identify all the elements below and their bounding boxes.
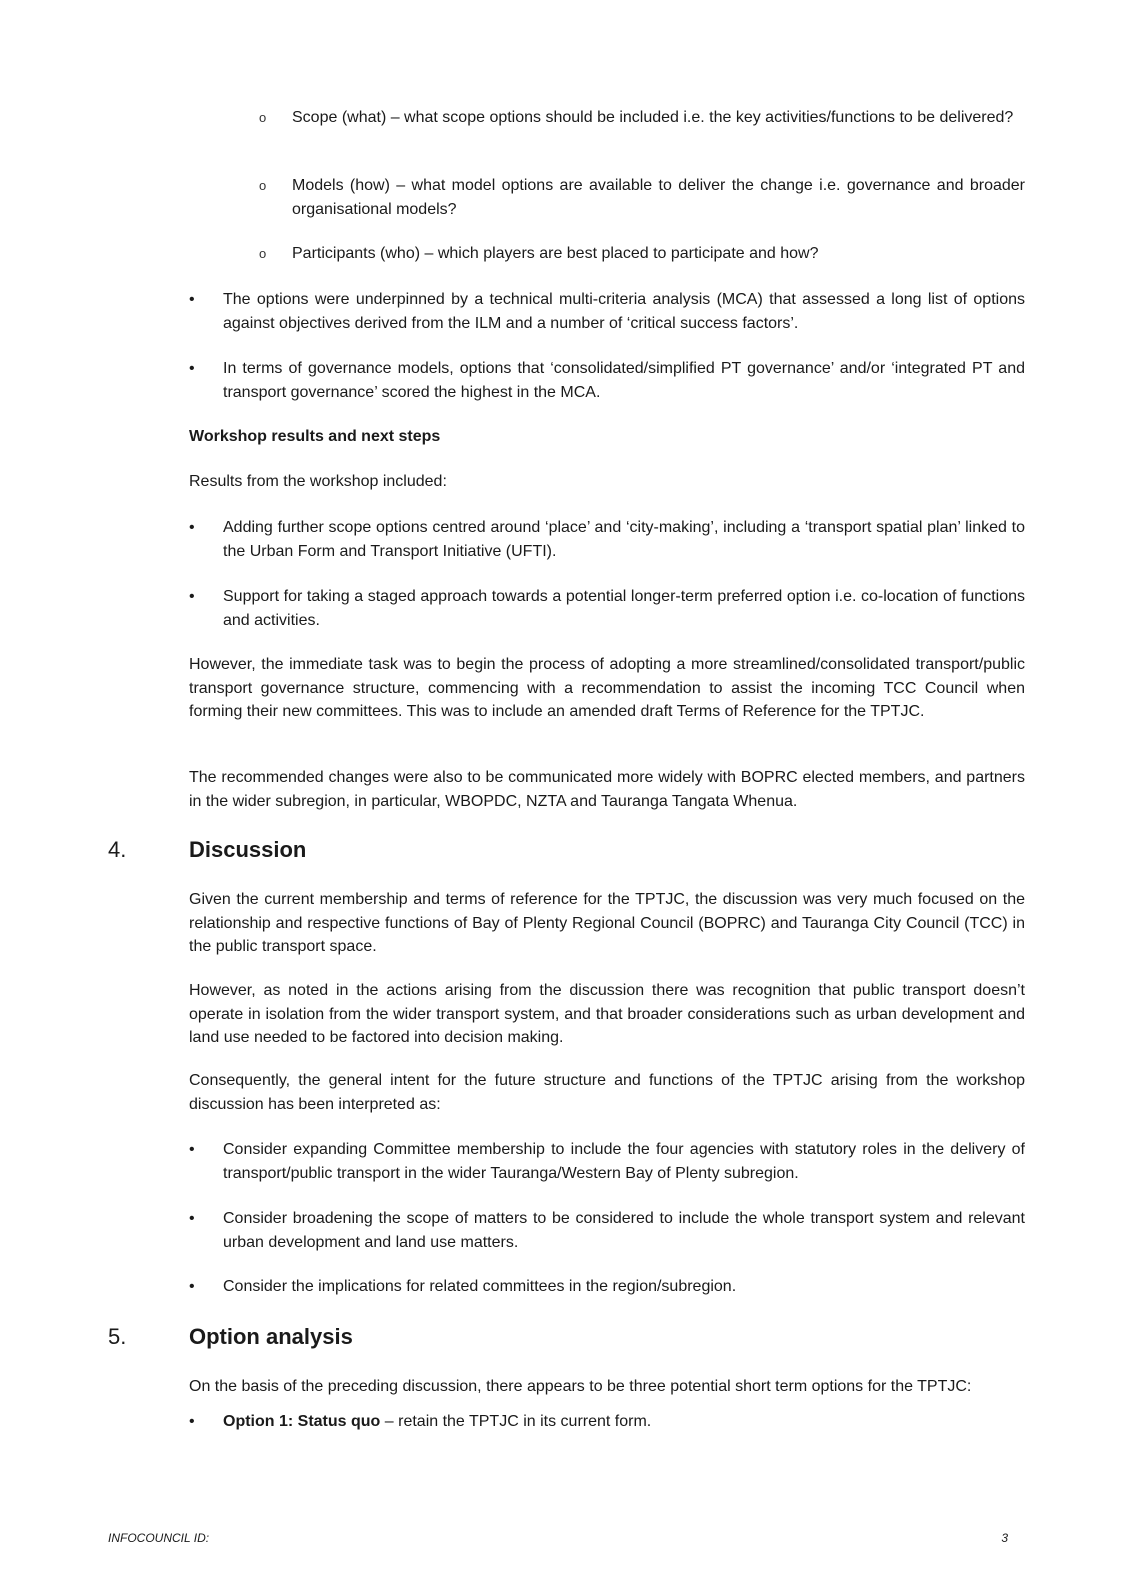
paragraph: However, as noted in the actions arising from the discussion there was recognition that public transport doesn’t operate in isolation from the wider transport system, and that broader considerations such as urban development and land use needed to be factored into decision making. xyxy=(189,982,1025,1046)
bullet-icon: • xyxy=(189,1141,195,1158)
bullet-item xyxy=(189,357,1025,404)
discussion-paragraph xyxy=(189,888,1025,959)
paragraph: On the basis of the preceding discussion, there appears to be three potential short term options for the TPTJC: xyxy=(189,1378,972,1395)
paragraph: The recommended changes were also to be communicated more widely with BOPRC elected members, and partners in the wider subregion, in particular, WBOPDC, NZTA and Tauranga Tangata Whenua. xyxy=(189,769,1025,810)
bullet-icon: • xyxy=(189,1210,195,1227)
bullet-icon: • xyxy=(189,1413,195,1430)
circle-bullet-icon: o xyxy=(259,246,267,261)
bullet-icon: • xyxy=(189,519,195,536)
bullet-item xyxy=(189,288,1025,335)
bullet-text xyxy=(223,1410,1025,1434)
discussion-paragraph xyxy=(189,979,1025,1050)
bullet-item xyxy=(189,1207,1025,1254)
bullet-text: Adding further scope options centred around ‘place’ and ‘city-making’, including a ‘transport spatial plan’ linked to the Urban Form and Transport Initiative (UFTI). xyxy=(223,519,1025,560)
bullet-item xyxy=(189,516,1025,563)
bullet-item xyxy=(189,585,1025,632)
bullet-icon: • xyxy=(189,291,195,308)
option-label: Option 1: Status quo xyxy=(223,1413,381,1430)
workshop-heading: Workshop results and next steps xyxy=(189,428,441,445)
workshop-paragraph xyxy=(189,766,1025,813)
paragraph: However, the immediate task was to begin the process of adopting a more streamlined/consolidated transport/public transport governance structure, commencing with a recommendation to assist the incoming TCC Council when forming their new committees. This was to include an amended draft Terms of Reference for the TPTJC. xyxy=(189,656,1025,720)
page-number: 3 xyxy=(1001,1531,1008,1545)
paragraph: Results from the workshop included: xyxy=(189,473,447,490)
bullet-text: Consider expanding Committee membership to include the four agencies with statutory roles in the delivery of transport/public transport in the wider Tauranga/Western Bay of Plenty subregion. xyxy=(223,1141,1025,1182)
section-number: 5. xyxy=(108,1324,127,1349)
sub-list-item xyxy=(259,174,1025,221)
sub-item-text: Models (how) – what model options are available to deliver the change i.e. governance and broader organisational models? xyxy=(292,177,1025,218)
bullet-icon: • xyxy=(189,360,195,377)
circle-bullet-icon: o xyxy=(259,178,267,193)
section-title: Discussion xyxy=(189,837,307,862)
bullet-text: Support for taking a staged approach towards a potential longer-term preferred option i.e. co-location of functions and activities. xyxy=(223,588,1025,629)
section-number: 4. xyxy=(108,837,127,862)
option-analysis-paragraph xyxy=(189,1375,1025,1399)
sub-list-item xyxy=(259,106,1025,130)
sub-item-text: Scope (what) – what scope options should be included i.e. the key activities/functions to be delivered? xyxy=(292,109,1014,126)
bullet-item xyxy=(189,1275,1025,1299)
circle-bullet-icon: o xyxy=(259,110,267,125)
bullet-icon: • xyxy=(189,588,195,605)
sub-list-item xyxy=(259,242,1025,266)
bullet-text: Consider the implications for related committees in the region/subregion. xyxy=(223,1278,737,1295)
discussion-paragraph xyxy=(189,1069,1025,1116)
bullet-item xyxy=(189,1410,1025,1434)
section-title: Option analysis xyxy=(189,1324,353,1349)
workshop-intro xyxy=(189,470,1025,494)
option-description: – retain the TPTJC in its current form. xyxy=(380,1413,652,1430)
bullet-item xyxy=(189,1138,1025,1185)
footer-id-label: INFOCOUNCIL ID: xyxy=(108,1531,210,1545)
bullet-icon: • xyxy=(189,1278,195,1295)
paragraph: Consequently, the general intent for the future structure and functions of the TPTJC arising from the workshop discussion has been interpreted as: xyxy=(189,1072,1025,1113)
sub-item-text: Participants (who) – which players are best placed to participate and how? xyxy=(292,245,819,262)
bullet-text: In terms of governance models, options that ‘consolidated/simplified PT governance’ and/or ‘integrated PT and transport governance’ scored the highest in the MCA. xyxy=(223,360,1025,401)
workshop-paragraph xyxy=(189,653,1025,724)
bullet-text: The options were underpinned by a technical multi-criteria analysis (MCA) that assessed a long list of options against objectives derived from the ILM and a number of ‘critical success factors’. xyxy=(223,291,1025,332)
paragraph: Given the current membership and terms of reference for the TPTJC, the discussion was very much focused on the relationship and respective functions of Bay of Plenty Regional Council (BOPRC) and Tauranga City Council (TCC) in the public transport space. xyxy=(189,891,1025,955)
bullet-text: Consider broadening the scope of matters to be considered to include the whole transport system and relevant urban development and land use matters. xyxy=(223,1210,1025,1251)
